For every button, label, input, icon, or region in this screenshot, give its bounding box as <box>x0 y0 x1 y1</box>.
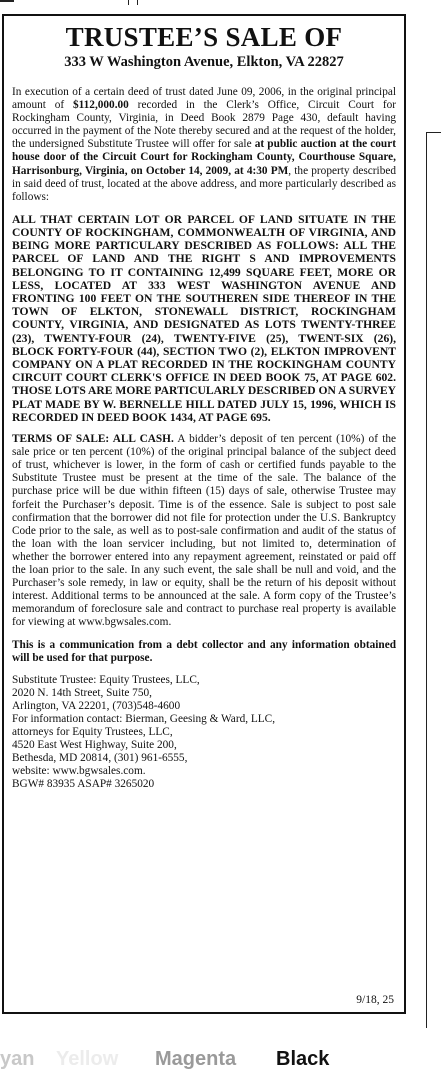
adjacent-column-border <box>426 132 441 1028</box>
contact-line: Arlington, VA 22201, (703)548-4600 <box>12 699 181 712</box>
legal-description: ALL THAT CERTAIN LOT OR PARCEL OF LAND SITUATE IN THE COUNTY OF ROCKINGHAM, COMMONWEALTH OF VIRGINIA, AND BEING MORE PARTICULARY DESCRIBED AS FOLLOWS: ALL THE PARCEL OF LAND AND THE RIGHT S AND IMPROVEMENTS BELONGING TO IT CONTAINING 12,499 SQUARE FEET, MORE OR LESS, LOCATED AT 333 WEST WASHINGTON AVENUE AND FRONTING 100 FEET ON THE SOUTHEREN SIDE THEREOF IN THE TOWN OF ELKTON, STONEWALL DISTRICT, ROCKINGHAM COUNTY, VIRGINIA, AND DESIGNATED AS LOTS TWENTY-THREE (23), TWENTY-FOUR (24), TWENTY-FIVE (25), TWENT-SIX (26), BLOCK FORTY-FOUR (44), SECTION TWO (2), ELKTON IMPROVENT COMPANY ON A PLAT RECORDED IN THE ROCKINGHAM COUNTY CIRCUIT COURT CLERK'S OFFICE IN DEED BOOK 75, AT PAGE 602. THOSE LOTS ARE MORE PARTICULARLY DESCRIBED ON A SURVEY PLAT MADE BY W. BERNELLE HILL DATED JULY 15, 1996, WHICH IS RECORDED IN DEED BOOK 1434, AT PAGE 695. <box>12 212 397 424</box>
property-address: 333 W Washington Avenue, Elkton, VA 22827 <box>64 54 344 70</box>
principal-amount: $112,000.00 <box>72 99 129 112</box>
terms-paragraph <box>12 433 396 629</box>
contact-line: website: www.bgwsales.com. <box>12 765 146 778</box>
debt-collector-notice: This is a communication from a debt collector and any information obtained will be used for that purpose. <box>12 638 396 664</box>
contact-line: 4520 East West Highway, Suite 200, <box>12 739 177 752</box>
top-crop-mark <box>128 0 138 5</box>
color-label-magenta: Magenta <box>155 1048 237 1070</box>
color-label-yellow: Yellow <box>56 1048 119 1070</box>
notice-title: TRUSTEE’S SALE OF <box>65 22 343 52</box>
contact-line: Bethesda, MD 20814, (301) 961-6555, <box>12 752 188 765</box>
contact-line: For information contact: Bierman, Geesing & Ward, LLC, <box>12 712 276 725</box>
terms-heading: TERMS OF SALE: ALL CASH. <box>12 433 174 446</box>
intro-paragraph <box>12 86 396 204</box>
color-label-cyan: yan <box>0 1048 35 1070</box>
color-label-black: Black <box>276 1048 330 1070</box>
auction-details: at public auction at the court house door of the Circuit Court for Rockingham County, Courthouse Square, Harrisonburg, Virginia, on October 14, 2009, at 4:30 PM <box>12 138 396 177</box>
contact-block <box>12 674 396 792</box>
contact-line: attorneys for Equity Trustees, LLC, <box>12 726 173 739</box>
contact-line: BGW# 83935 ASAP# 3265020 <box>12 778 155 791</box>
run-dates: 9/18, 25 <box>356 994 394 1006</box>
intro-text-3: , the property described in said deed of trust, located at the above address, and more particularly described as follows: <box>12 164 397 203</box>
notice-body <box>12 86 396 792</box>
intro-text-2: recorded in the Clerk’s Office, Circuit Court for Rockingham County, Virginia, in Deed Book 2879 Page 430, default having occurred in the payment of the Note thereby secured and at the request of the holder, the undersigned Substitute Trustee will offer for sale <box>12 99 396 151</box>
contact-line: 2020 N. 14th Street, Suite 750, <box>12 686 152 699</box>
contact-line: Substitute Trustee: Equity Trustees, LLC, <box>12 673 200 686</box>
top-crop-rule <box>0 0 14 2</box>
trustee-sale-notice <box>2 14 406 1014</box>
intro-text-1: In execution of a certain deed of trust dated June 09, 2006, in the original principal amount of <box>12 86 396 112</box>
print-color-bar <box>0 1048 447 1070</box>
terms-text: A bidder’s deposit of ten percent (10%) of the sale price or ten percent (10%) of the original principal balance of the subject deed of trust, whichever is lower, in the form of cash or certified funds payable to the Substitute Trustee must be present at the time of the sale. The balance of the purchase price will be due within fifteen (15) days of sale, otherwise Trustee may forfeit the Purchaser’s deposit. Time is of the essence. Sale is subject to post sale confirmation that the borrower did not file for protection under the U.S. Bankruptcy Code prior to the sale, as well as to post-sale confirmation and audit of the status of the loan with the loan servicer including, but not limited to, determination of whether the borrower entered into any repayment agreement, reinstated or paid off the loan prior to the sale. In any such event, the sale shall be null and void, and the Purchaser’s sole remedy, in law or equity, shall be the return of his deposit without interest. Additional terms to be announced at the sale. A form copy of the Trustee’s memorandum of foreclosure sale and contract to purchase real property is available for viewing at www.bgwsales.com. <box>12 433 396 629</box>
